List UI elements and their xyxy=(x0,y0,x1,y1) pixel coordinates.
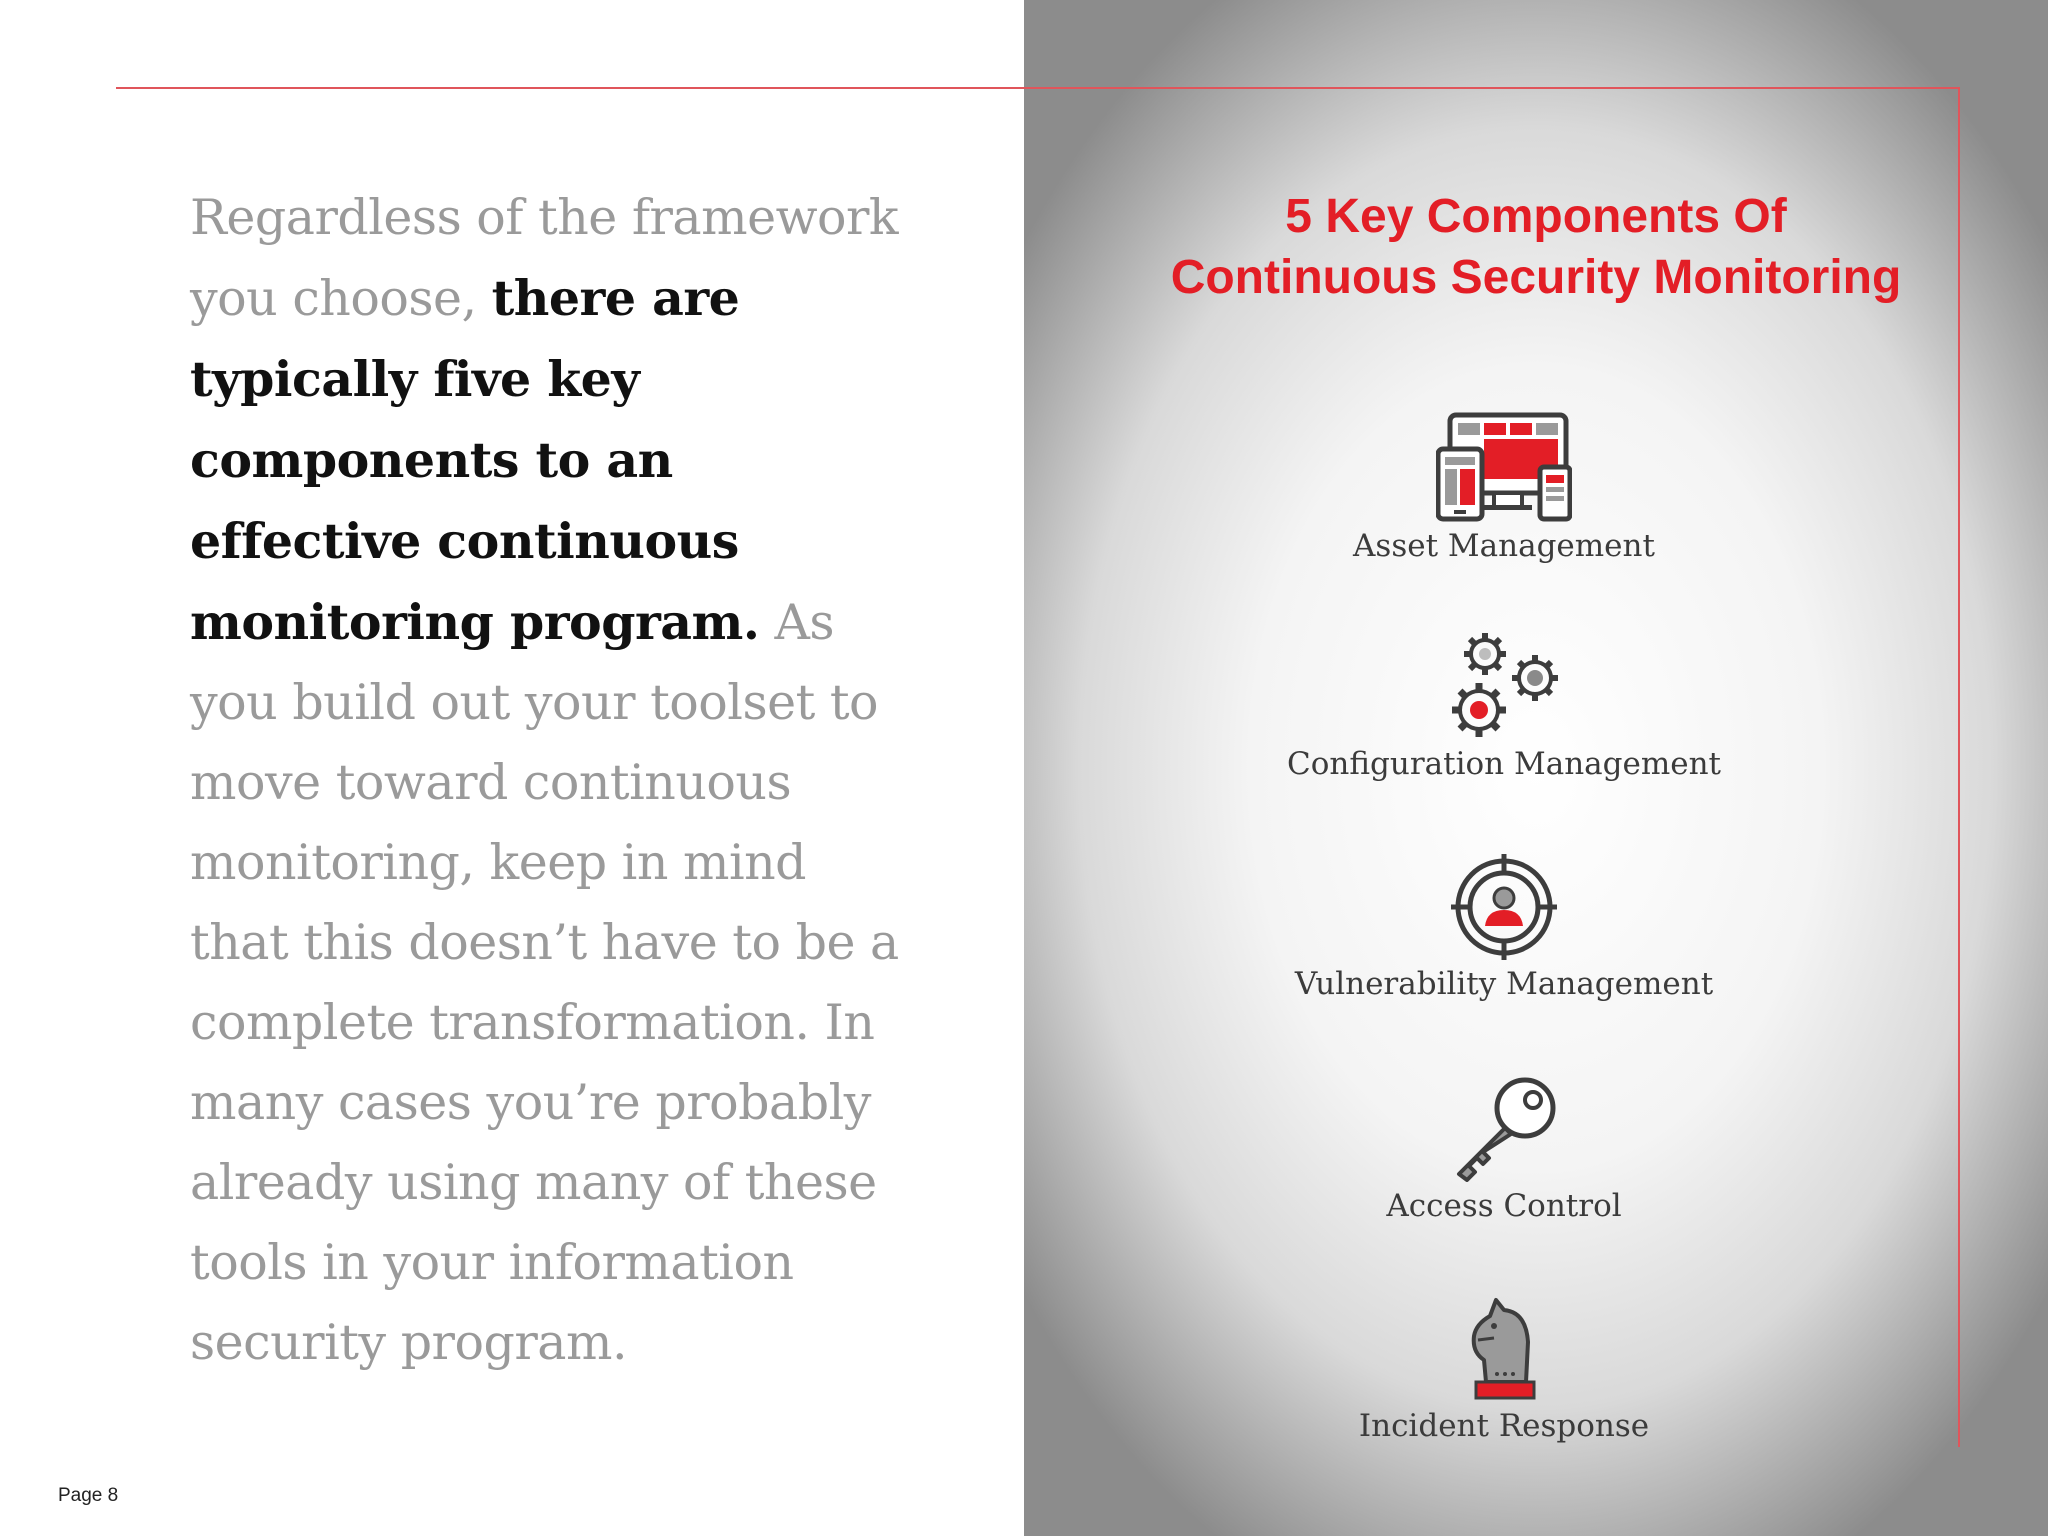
component-vulnerability-management xyxy=(1224,854,1784,1002)
chess-knight-icon xyxy=(1464,1294,1544,1402)
panel-title-line2: Continuous Security Monitoring xyxy=(1170,251,1902,304)
page-number: Page 8 xyxy=(58,1485,119,1506)
body-paragraph xyxy=(190,178,910,1383)
body-highlight: there are typically five key components to an effective continuous monitoring program. xyxy=(190,269,760,651)
body-intro: Regardless of the framework you choose, xyxy=(190,189,899,327)
devices-icon xyxy=(1436,412,1572,522)
gears-icon xyxy=(1449,632,1559,740)
body-rest: As you build out your toolset to move toward continuous monitoring, keep in mind that this doesn’t have to be a complete transformation. In many cases you’re probably already using many of these tools in your information security program. xyxy=(190,594,899,1371)
panel-title xyxy=(1124,186,1948,308)
component-label: Asset Management xyxy=(1353,528,1655,564)
right-rule xyxy=(1958,87,1960,1447)
key-icon xyxy=(1449,1074,1559,1182)
component-configuration-management xyxy=(1224,632,1784,782)
component-incident-response xyxy=(1224,1294,1784,1444)
panel-title-line1: 5 Key Components Of xyxy=(1285,190,1787,243)
component-asset-management xyxy=(1224,412,1784,564)
component-label: Access Control xyxy=(1386,1188,1622,1224)
component-access-control xyxy=(1224,1074,1784,1224)
top-rule xyxy=(116,87,1960,89)
component-label: Configuration Management xyxy=(1286,746,1721,782)
component-label: Incident Response xyxy=(1358,1408,1650,1444)
component-label: Vulnerability Management xyxy=(1294,966,1714,1002)
target-icon xyxy=(1451,854,1557,960)
